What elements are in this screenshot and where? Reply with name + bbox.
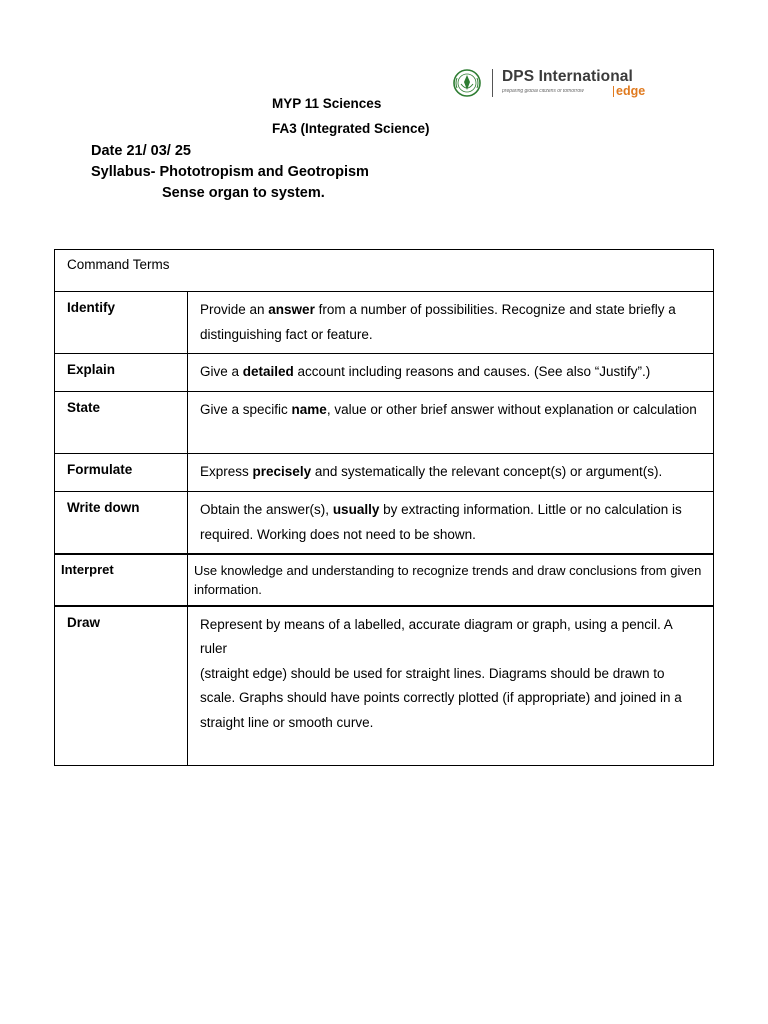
table-header: Command Terms <box>55 250 714 292</box>
definition-text: Give a <box>200 364 243 379</box>
definition-keyword: usually <box>332 502 380 517</box>
definition-keyword: precisely <box>252 464 312 479</box>
command-terms-table <box>54 249 714 766</box>
definition-cell <box>188 392 714 454</box>
definition-text: Obtain the answer(s), <box>200 502 333 517</box>
term-cell: Identify <box>55 292 188 354</box>
logo-tagline: preparing global citizens of tomorrow <box>502 88 584 94</box>
term-cell: Draw <box>55 606 188 766</box>
definition-cell <box>188 606 714 766</box>
definition-text: by extracting information. Little or no calculation is required. Working does not need to be shown. <box>200 502 682 542</box>
table-row <box>55 554 714 606</box>
date-line: Date 21/ 03/ 25 <box>91 143 191 159</box>
definition-text: , value or other brief answer without explanation or calculation <box>326 402 697 417</box>
dps-emblem-icon <box>452 68 482 98</box>
definition-cell <box>188 354 714 392</box>
term-cell: State <box>55 392 188 454</box>
term-cell: Write down <box>55 492 188 554</box>
definition-cell <box>188 292 714 354</box>
course-title: MYP 11 Sciences <box>272 96 382 111</box>
logo-divider <box>492 69 493 97</box>
definition-text: and systematically the relevant concept(s) or argument(s). <box>311 464 663 479</box>
definition-cell <box>188 554 714 606</box>
definition-cell <box>188 492 714 554</box>
definition-line: scale. Graphs should have points correctly plotted (if appropriate) and joined in a <box>200 690 682 705</box>
definition-line: straight line or smooth curve. <box>200 714 374 730</box>
definition-line: ruler <box>200 641 228 656</box>
table-row <box>55 606 714 766</box>
assessment-title: FA3 (Integrated Science) <box>272 121 430 136</box>
definition-line: (straight edge) should be used for straight lines. Diagrams should be drawn to <box>200 665 665 681</box>
definition-keyword: answer <box>268 302 315 317</box>
table-row <box>55 492 714 554</box>
definition-text: Express <box>200 464 253 479</box>
definition-text: Use knowledge and understanding to recognize trends and draw conclusions from given information. <box>194 562 702 597</box>
table-row <box>55 454 714 492</box>
table-row <box>55 392 714 454</box>
logo-title: DPS International <box>502 68 633 86</box>
definition-text: account including reasons and causes. (See also “Justify”.) <box>293 364 651 379</box>
definition-keyword: name <box>291 402 327 417</box>
term-cell: Formulate <box>55 454 188 492</box>
definition-keyword: detailed <box>242 364 294 379</box>
table-header-row <box>55 250 714 292</box>
definition-text: from a number of possibilities. Recognize and state briefly a distinguishing fact or feature. <box>200 302 676 342</box>
term-cell: Interpret <box>55 554 188 606</box>
term-cell: Explain <box>55 354 188 392</box>
table-row <box>55 354 714 392</box>
definition-text: Give a specific <box>200 402 292 417</box>
logo-edge: edge <box>613 86 645 97</box>
syllabus-line-1: Syllabus- Phototropism and Geotropism <box>91 164 369 180</box>
definition-cell <box>188 454 714 492</box>
syllabus-line-2: Sense organ to system. <box>162 185 325 201</box>
definition-text: Provide an <box>200 302 269 317</box>
definition-line: Represent by means of a labelled, accurate diagram or graph, using a pencil. A <box>200 616 673 632</box>
dps-logo <box>452 66 645 100</box>
table-row <box>55 292 714 354</box>
